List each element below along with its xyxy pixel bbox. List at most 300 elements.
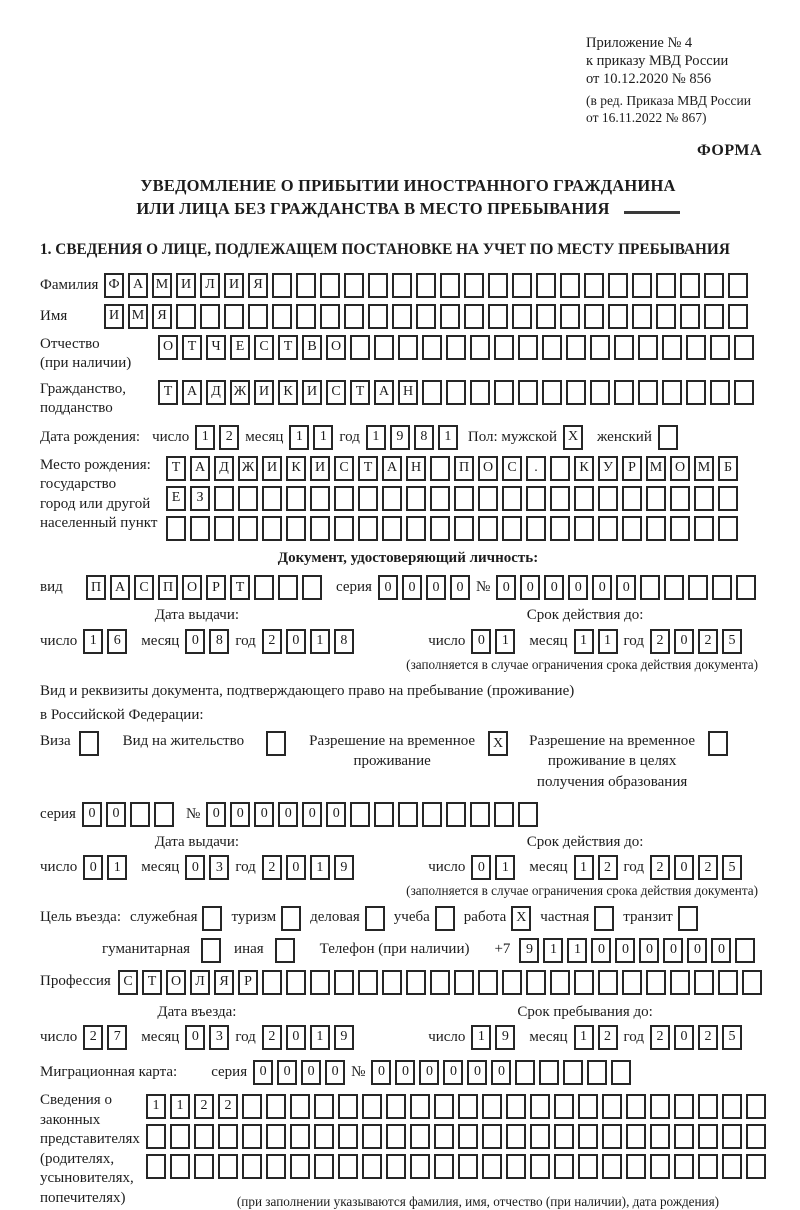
char-cell[interactable]: М (646, 456, 666, 481)
char-cell[interactable] (638, 380, 658, 405)
char-cell[interactable] (502, 516, 522, 541)
char-cell[interactable]: И (310, 456, 330, 481)
char-cell[interactable] (602, 1124, 622, 1149)
char-cell[interactable]: С (254, 335, 274, 360)
char-cell[interactable] (578, 1094, 598, 1119)
char-cell[interactable] (674, 1124, 694, 1149)
char-cell[interactable]: 9 (334, 1025, 354, 1050)
char-cell[interactable]: 1 (170, 1094, 190, 1119)
char-cell[interactable]: Е (230, 335, 250, 360)
char-cell[interactable] (632, 304, 652, 329)
char-cell[interactable] (482, 1154, 502, 1179)
char-cell[interactable]: В (302, 335, 322, 360)
char-cell[interactable]: 0 (106, 802, 126, 827)
char-cell[interactable] (170, 1154, 190, 1179)
char-cell[interactable]: 1 (310, 629, 330, 654)
char-cell[interactable] (314, 1124, 334, 1149)
char-cell[interactable]: Н (398, 380, 418, 405)
purpose-tourism-checkbox[interactable] (281, 906, 301, 931)
char-cell[interactable] (590, 380, 610, 405)
char-cell[interactable] (742, 970, 762, 995)
char-cell[interactable] (694, 970, 714, 995)
char-cell[interactable] (488, 304, 508, 329)
char-cell[interactable]: 0 (674, 855, 694, 880)
char-cell[interactable]: 0 (639, 938, 659, 963)
char-cell[interactable]: 1 (310, 1025, 330, 1050)
char-cell[interactable]: С (334, 456, 354, 481)
char-cell[interactable] (550, 970, 570, 995)
char-cell[interactable] (698, 1124, 718, 1149)
char-cell[interactable] (622, 486, 642, 511)
char-cell[interactable] (314, 1154, 334, 1179)
char-cell[interactable]: 0 (544, 575, 564, 600)
char-cell[interactable] (494, 380, 514, 405)
char-cell[interactable] (358, 970, 378, 995)
char-cell[interactable]: 1 (289, 425, 309, 450)
char-cell[interactable]: 5 (722, 855, 742, 880)
char-cell[interactable] (262, 486, 282, 511)
char-cell[interactable]: 0 (286, 855, 306, 880)
char-cell[interactable] (614, 380, 634, 405)
char-cell[interactable]: С (326, 380, 346, 405)
char-cell[interactable] (410, 1124, 430, 1149)
char-cell[interactable]: 0 (286, 629, 306, 654)
char-cell[interactable] (554, 1094, 574, 1119)
char-cell[interactable] (190, 516, 210, 541)
char-cell[interactable] (722, 1094, 742, 1119)
char-cell[interactable] (746, 1154, 766, 1179)
char-cell[interactable]: 1 (495, 855, 515, 880)
char-cell[interactable] (334, 516, 354, 541)
char-cell[interactable] (398, 335, 418, 360)
char-cell[interactable] (502, 486, 522, 511)
char-cell[interactable] (410, 1094, 430, 1119)
char-cell[interactable] (736, 575, 756, 600)
char-cell[interactable]: Р (238, 970, 258, 995)
char-cell[interactable] (238, 516, 258, 541)
char-cell[interactable] (674, 1094, 694, 1119)
char-cell[interactable] (494, 335, 514, 360)
char-cell[interactable]: 1 (543, 938, 563, 963)
char-cell[interactable]: 8 (209, 629, 229, 654)
char-cell[interactable] (358, 516, 378, 541)
char-cell[interactable]: 2 (650, 855, 670, 880)
purpose-humanitarian-checkbox[interactable] (201, 938, 221, 963)
char-cell[interactable]: 1 (310, 855, 330, 880)
char-cell[interactable]: 0 (254, 802, 274, 827)
char-cell[interactable] (656, 273, 676, 298)
char-cell[interactable] (550, 486, 570, 511)
char-cell[interactable] (470, 802, 490, 827)
char-cell[interactable]: 2 (650, 1025, 670, 1050)
char-cell[interactable]: 2 (218, 1094, 238, 1119)
char-cell[interactable] (482, 1124, 502, 1149)
char-cell[interactable] (386, 1094, 406, 1119)
char-cell[interactable] (410, 1154, 430, 1179)
char-cell[interactable]: 0 (663, 938, 683, 963)
char-cell[interactable] (518, 802, 538, 827)
char-cell[interactable] (406, 486, 426, 511)
char-cell[interactable] (334, 486, 354, 511)
char-cell[interactable]: И (302, 380, 322, 405)
char-cell[interactable]: Р (622, 456, 642, 481)
char-cell[interactable] (310, 486, 330, 511)
char-cell[interactable]: И (262, 456, 282, 481)
char-cell[interactable]: 3 (209, 855, 229, 880)
char-cell[interactable]: 0 (286, 1025, 306, 1050)
char-cell[interactable] (563, 1060, 583, 1085)
char-cell[interactable]: 0 (278, 802, 298, 827)
char-cell[interactable]: 2 (83, 1025, 103, 1050)
char-cell[interactable] (454, 970, 474, 995)
char-cell[interactable] (626, 1154, 646, 1179)
char-cell[interactable]: 1 (574, 1025, 594, 1050)
option-visa-checkbox[interactable] (79, 731, 99, 756)
char-cell[interactable] (506, 1094, 526, 1119)
char-cell[interactable] (704, 304, 724, 329)
char-cell[interactable] (382, 970, 402, 995)
char-cell[interactable] (392, 304, 412, 329)
char-cell[interactable]: П (454, 456, 474, 481)
char-cell[interactable]: 0 (568, 575, 588, 600)
char-cell[interactable] (272, 273, 292, 298)
char-cell[interactable]: Т (158, 380, 178, 405)
char-cell[interactable]: Ч (206, 335, 226, 360)
char-cell[interactable] (386, 1154, 406, 1179)
char-cell[interactable] (662, 335, 682, 360)
char-cell[interactable] (290, 1094, 310, 1119)
char-cell[interactable]: 0 (687, 938, 707, 963)
char-cell[interactable]: 1 (438, 425, 458, 450)
char-cell[interactable] (320, 273, 340, 298)
char-cell[interactable] (482, 1094, 502, 1119)
char-cell[interactable] (554, 1154, 574, 1179)
char-cell[interactable] (422, 335, 442, 360)
char-cell[interactable] (296, 273, 316, 298)
char-cell[interactable]: Д (206, 380, 226, 405)
char-cell[interactable] (515, 1060, 535, 1085)
char-cell[interactable] (718, 486, 738, 511)
char-cell[interactable]: 0 (82, 802, 102, 827)
char-cell[interactable]: 2 (698, 855, 718, 880)
char-cell[interactable] (722, 1154, 742, 1179)
char-cell[interactable]: И (224, 273, 244, 298)
char-cell[interactable]: Ф (104, 273, 124, 298)
char-cell[interactable]: Л (190, 970, 210, 995)
char-cell[interactable] (406, 516, 426, 541)
char-cell[interactable]: 1 (574, 855, 594, 880)
char-cell[interactable] (398, 802, 418, 827)
char-cell[interactable] (416, 273, 436, 298)
char-cell[interactable] (626, 1124, 646, 1149)
char-cell[interactable]: 0 (277, 1060, 297, 1085)
char-cell[interactable] (734, 380, 754, 405)
char-cell[interactable]: 0 (616, 575, 636, 600)
char-cell[interactable] (554, 1124, 574, 1149)
char-cell[interactable] (344, 273, 364, 298)
char-cell[interactable] (530, 1124, 550, 1149)
char-cell[interactable] (458, 1094, 478, 1119)
char-cell[interactable] (290, 1124, 310, 1149)
char-cell[interactable]: 0 (325, 1060, 345, 1085)
char-cell[interactable] (242, 1124, 262, 1149)
char-cell[interactable]: 0 (185, 855, 205, 880)
char-cell[interactable]: 0 (253, 1060, 273, 1085)
char-cell[interactable] (646, 970, 666, 995)
char-cell[interactable]: А (190, 456, 210, 481)
char-cell[interactable] (686, 335, 706, 360)
char-cell[interactable] (430, 456, 450, 481)
char-cell[interactable] (494, 802, 514, 827)
char-cell[interactable] (526, 970, 546, 995)
sex-male-checkbox[interactable]: X (563, 425, 583, 450)
char-cell[interactable]: 0 (491, 1060, 511, 1085)
char-cell[interactable] (154, 802, 174, 827)
char-cell[interactable]: 1 (107, 855, 127, 880)
char-cell[interactable]: Е (166, 486, 186, 511)
char-cell[interactable] (416, 304, 436, 329)
char-cell[interactable]: 0 (443, 1060, 463, 1085)
char-cell[interactable]: Т (278, 335, 298, 360)
char-cell[interactable]: 0 (402, 575, 422, 600)
char-cell[interactable] (430, 486, 450, 511)
char-cell[interactable]: И (176, 273, 196, 298)
char-cell[interactable]: Т (182, 335, 202, 360)
char-cell[interactable]: 2 (262, 855, 282, 880)
char-cell[interactable]: С (502, 456, 522, 481)
char-cell[interactable]: 1 (83, 629, 103, 654)
char-cell[interactable] (310, 970, 330, 995)
char-cell[interactable] (350, 802, 370, 827)
char-cell[interactable] (526, 486, 546, 511)
char-cell[interactable] (728, 304, 748, 329)
char-cell[interactable]: Р (206, 575, 226, 600)
purpose-official-checkbox[interactable] (202, 906, 222, 931)
char-cell[interactable] (464, 304, 484, 329)
char-cell[interactable] (278, 575, 298, 600)
char-cell[interactable] (422, 380, 442, 405)
char-cell[interactable] (530, 1094, 550, 1119)
purpose-study-checkbox[interactable] (435, 906, 455, 931)
char-cell[interactable] (518, 380, 538, 405)
char-cell[interactable]: 0 (371, 1060, 391, 1085)
char-cell[interactable] (266, 1124, 286, 1149)
char-cell[interactable]: 8 (334, 629, 354, 654)
char-cell[interactable] (674, 1154, 694, 1179)
char-cell[interactable] (458, 1154, 478, 1179)
char-cell[interactable] (632, 273, 652, 298)
char-cell[interactable]: О (182, 575, 202, 600)
char-cell[interactable] (650, 1094, 670, 1119)
char-cell[interactable] (272, 304, 292, 329)
char-cell[interactable] (224, 304, 244, 329)
char-cell[interactable] (650, 1124, 670, 1149)
char-cell[interactable] (598, 516, 618, 541)
char-cell[interactable] (368, 273, 388, 298)
char-cell[interactable]: Т (358, 456, 378, 481)
char-cell[interactable] (694, 486, 714, 511)
char-cell[interactable]: С (134, 575, 154, 600)
char-cell[interactable] (598, 970, 618, 995)
char-cell[interactable]: Я (152, 304, 172, 329)
char-cell[interactable] (735, 938, 755, 963)
char-cell[interactable] (440, 273, 460, 298)
char-cell[interactable] (338, 1124, 358, 1149)
char-cell[interactable] (698, 1094, 718, 1119)
char-cell[interactable]: Д (214, 456, 234, 481)
char-cell[interactable] (286, 516, 306, 541)
char-cell[interactable] (362, 1124, 382, 1149)
char-cell[interactable] (722, 1124, 742, 1149)
char-cell[interactable] (542, 335, 562, 360)
char-cell[interactable] (200, 304, 220, 329)
char-cell[interactable] (248, 304, 268, 329)
char-cell[interactable] (430, 516, 450, 541)
char-cell[interactable]: 9 (519, 938, 539, 963)
char-cell[interactable] (560, 304, 580, 329)
char-cell[interactable] (598, 486, 618, 511)
char-cell[interactable] (434, 1094, 454, 1119)
purpose-business-checkbox[interactable] (365, 906, 385, 931)
char-cell[interactable] (566, 335, 586, 360)
char-cell[interactable] (146, 1124, 166, 1149)
char-cell[interactable] (536, 273, 556, 298)
char-cell[interactable] (574, 516, 594, 541)
char-cell[interactable] (430, 970, 450, 995)
char-cell[interactable]: О (670, 456, 690, 481)
char-cell[interactable]: Т (230, 575, 250, 600)
char-cell[interactable] (286, 486, 306, 511)
char-cell[interactable]: 2 (262, 1025, 282, 1050)
char-cell[interactable]: 0 (450, 575, 470, 600)
char-cell[interactable]: 0 (426, 575, 446, 600)
char-cell[interactable]: 1 (471, 1025, 491, 1050)
char-cell[interactable]: 3 (209, 1025, 229, 1050)
char-cell[interactable] (664, 575, 684, 600)
option-temporary-residence-education-checkbox[interactable] (708, 731, 728, 756)
char-cell[interactable] (166, 516, 186, 541)
char-cell[interactable] (170, 1124, 190, 1149)
option-residence-permit-checkbox[interactable] (266, 731, 286, 756)
char-cell[interactable]: Л (200, 273, 220, 298)
char-cell[interactable]: 0 (674, 629, 694, 654)
char-cell[interactable]: Б (718, 456, 738, 481)
char-cell[interactable] (454, 486, 474, 511)
char-cell[interactable]: 8 (414, 425, 434, 450)
char-cell[interactable] (368, 304, 388, 329)
char-cell[interactable]: 0 (230, 802, 250, 827)
char-cell[interactable] (656, 304, 676, 329)
char-cell[interactable]: 0 (326, 802, 346, 827)
char-cell[interactable] (526, 516, 546, 541)
char-cell[interactable] (698, 1154, 718, 1179)
char-cell[interactable] (502, 970, 522, 995)
char-cell[interactable] (694, 516, 714, 541)
char-cell[interactable] (238, 486, 258, 511)
char-cell[interactable]: Ж (238, 456, 258, 481)
char-cell[interactable] (566, 380, 586, 405)
char-cell[interactable]: 1 (146, 1094, 166, 1119)
char-cell[interactable]: 2 (650, 629, 670, 654)
char-cell[interactable]: 2 (698, 1025, 718, 1050)
char-cell[interactable] (194, 1124, 214, 1149)
char-cell[interactable] (718, 970, 738, 995)
char-cell[interactable] (218, 1154, 238, 1179)
purpose-private-checkbox[interactable] (594, 906, 614, 931)
char-cell[interactable]: Т (350, 380, 370, 405)
char-cell[interactable] (530, 1154, 550, 1179)
char-cell[interactable] (646, 486, 666, 511)
char-cell[interactable]: Я (214, 970, 234, 995)
char-cell[interactable] (542, 380, 562, 405)
char-cell[interactable] (266, 1154, 286, 1179)
char-cell[interactable] (746, 1124, 766, 1149)
char-cell[interactable]: 6 (107, 629, 127, 654)
char-cell[interactable] (518, 335, 538, 360)
char-cell[interactable] (146, 1154, 166, 1179)
char-cell[interactable] (602, 1094, 622, 1119)
char-cell[interactable] (446, 380, 466, 405)
char-cell[interactable] (584, 304, 604, 329)
purpose-work-checkbox[interactable]: X (511, 906, 531, 931)
char-cell[interactable] (344, 304, 364, 329)
char-cell[interactable] (374, 335, 394, 360)
char-cell[interactable] (286, 970, 306, 995)
char-cell[interactable]: И (254, 380, 274, 405)
char-cell[interactable]: Т (166, 456, 186, 481)
char-cell[interactable] (608, 304, 628, 329)
char-cell[interactable]: К (574, 456, 594, 481)
char-cell[interactable]: 1 (567, 938, 587, 963)
char-cell[interactable]: И (104, 304, 124, 329)
char-cell[interactable] (590, 335, 610, 360)
char-cell[interactable] (266, 1094, 286, 1119)
char-cell[interactable] (446, 335, 466, 360)
char-cell[interactable] (584, 273, 604, 298)
char-cell[interactable] (458, 1124, 478, 1149)
char-cell[interactable] (470, 335, 490, 360)
char-cell[interactable] (454, 516, 474, 541)
char-cell[interactable] (662, 380, 682, 405)
char-cell[interactable] (338, 1094, 358, 1119)
char-cell[interactable]: 0 (467, 1060, 487, 1085)
char-cell[interactable]: 1 (495, 629, 515, 654)
char-cell[interactable] (446, 802, 466, 827)
char-cell[interactable] (302, 575, 322, 600)
char-cell[interactable] (434, 1124, 454, 1149)
char-cell[interactable]: А (182, 380, 202, 405)
char-cell[interactable] (406, 970, 426, 995)
char-cell[interactable] (506, 1154, 526, 1179)
char-cell[interactable] (464, 273, 484, 298)
char-cell[interactable]: 2 (219, 425, 239, 450)
char-cell[interactable]: А (110, 575, 130, 600)
char-cell[interactable]: 0 (471, 855, 491, 880)
char-cell[interactable]: З (190, 486, 210, 511)
char-cell[interactable]: С (118, 970, 138, 995)
char-cell[interactable]: 0 (592, 575, 612, 600)
char-cell[interactable]: А (128, 273, 148, 298)
char-cell[interactable] (392, 273, 412, 298)
char-cell[interactable]: К (278, 380, 298, 405)
char-cell[interactable] (718, 516, 738, 541)
char-cell[interactable]: 0 (185, 1025, 205, 1050)
char-cell[interactable] (194, 1154, 214, 1179)
char-cell[interactable]: К (286, 456, 306, 481)
char-cell[interactable] (574, 486, 594, 511)
char-cell[interactable]: 1 (598, 629, 618, 654)
char-cell[interactable] (710, 380, 730, 405)
